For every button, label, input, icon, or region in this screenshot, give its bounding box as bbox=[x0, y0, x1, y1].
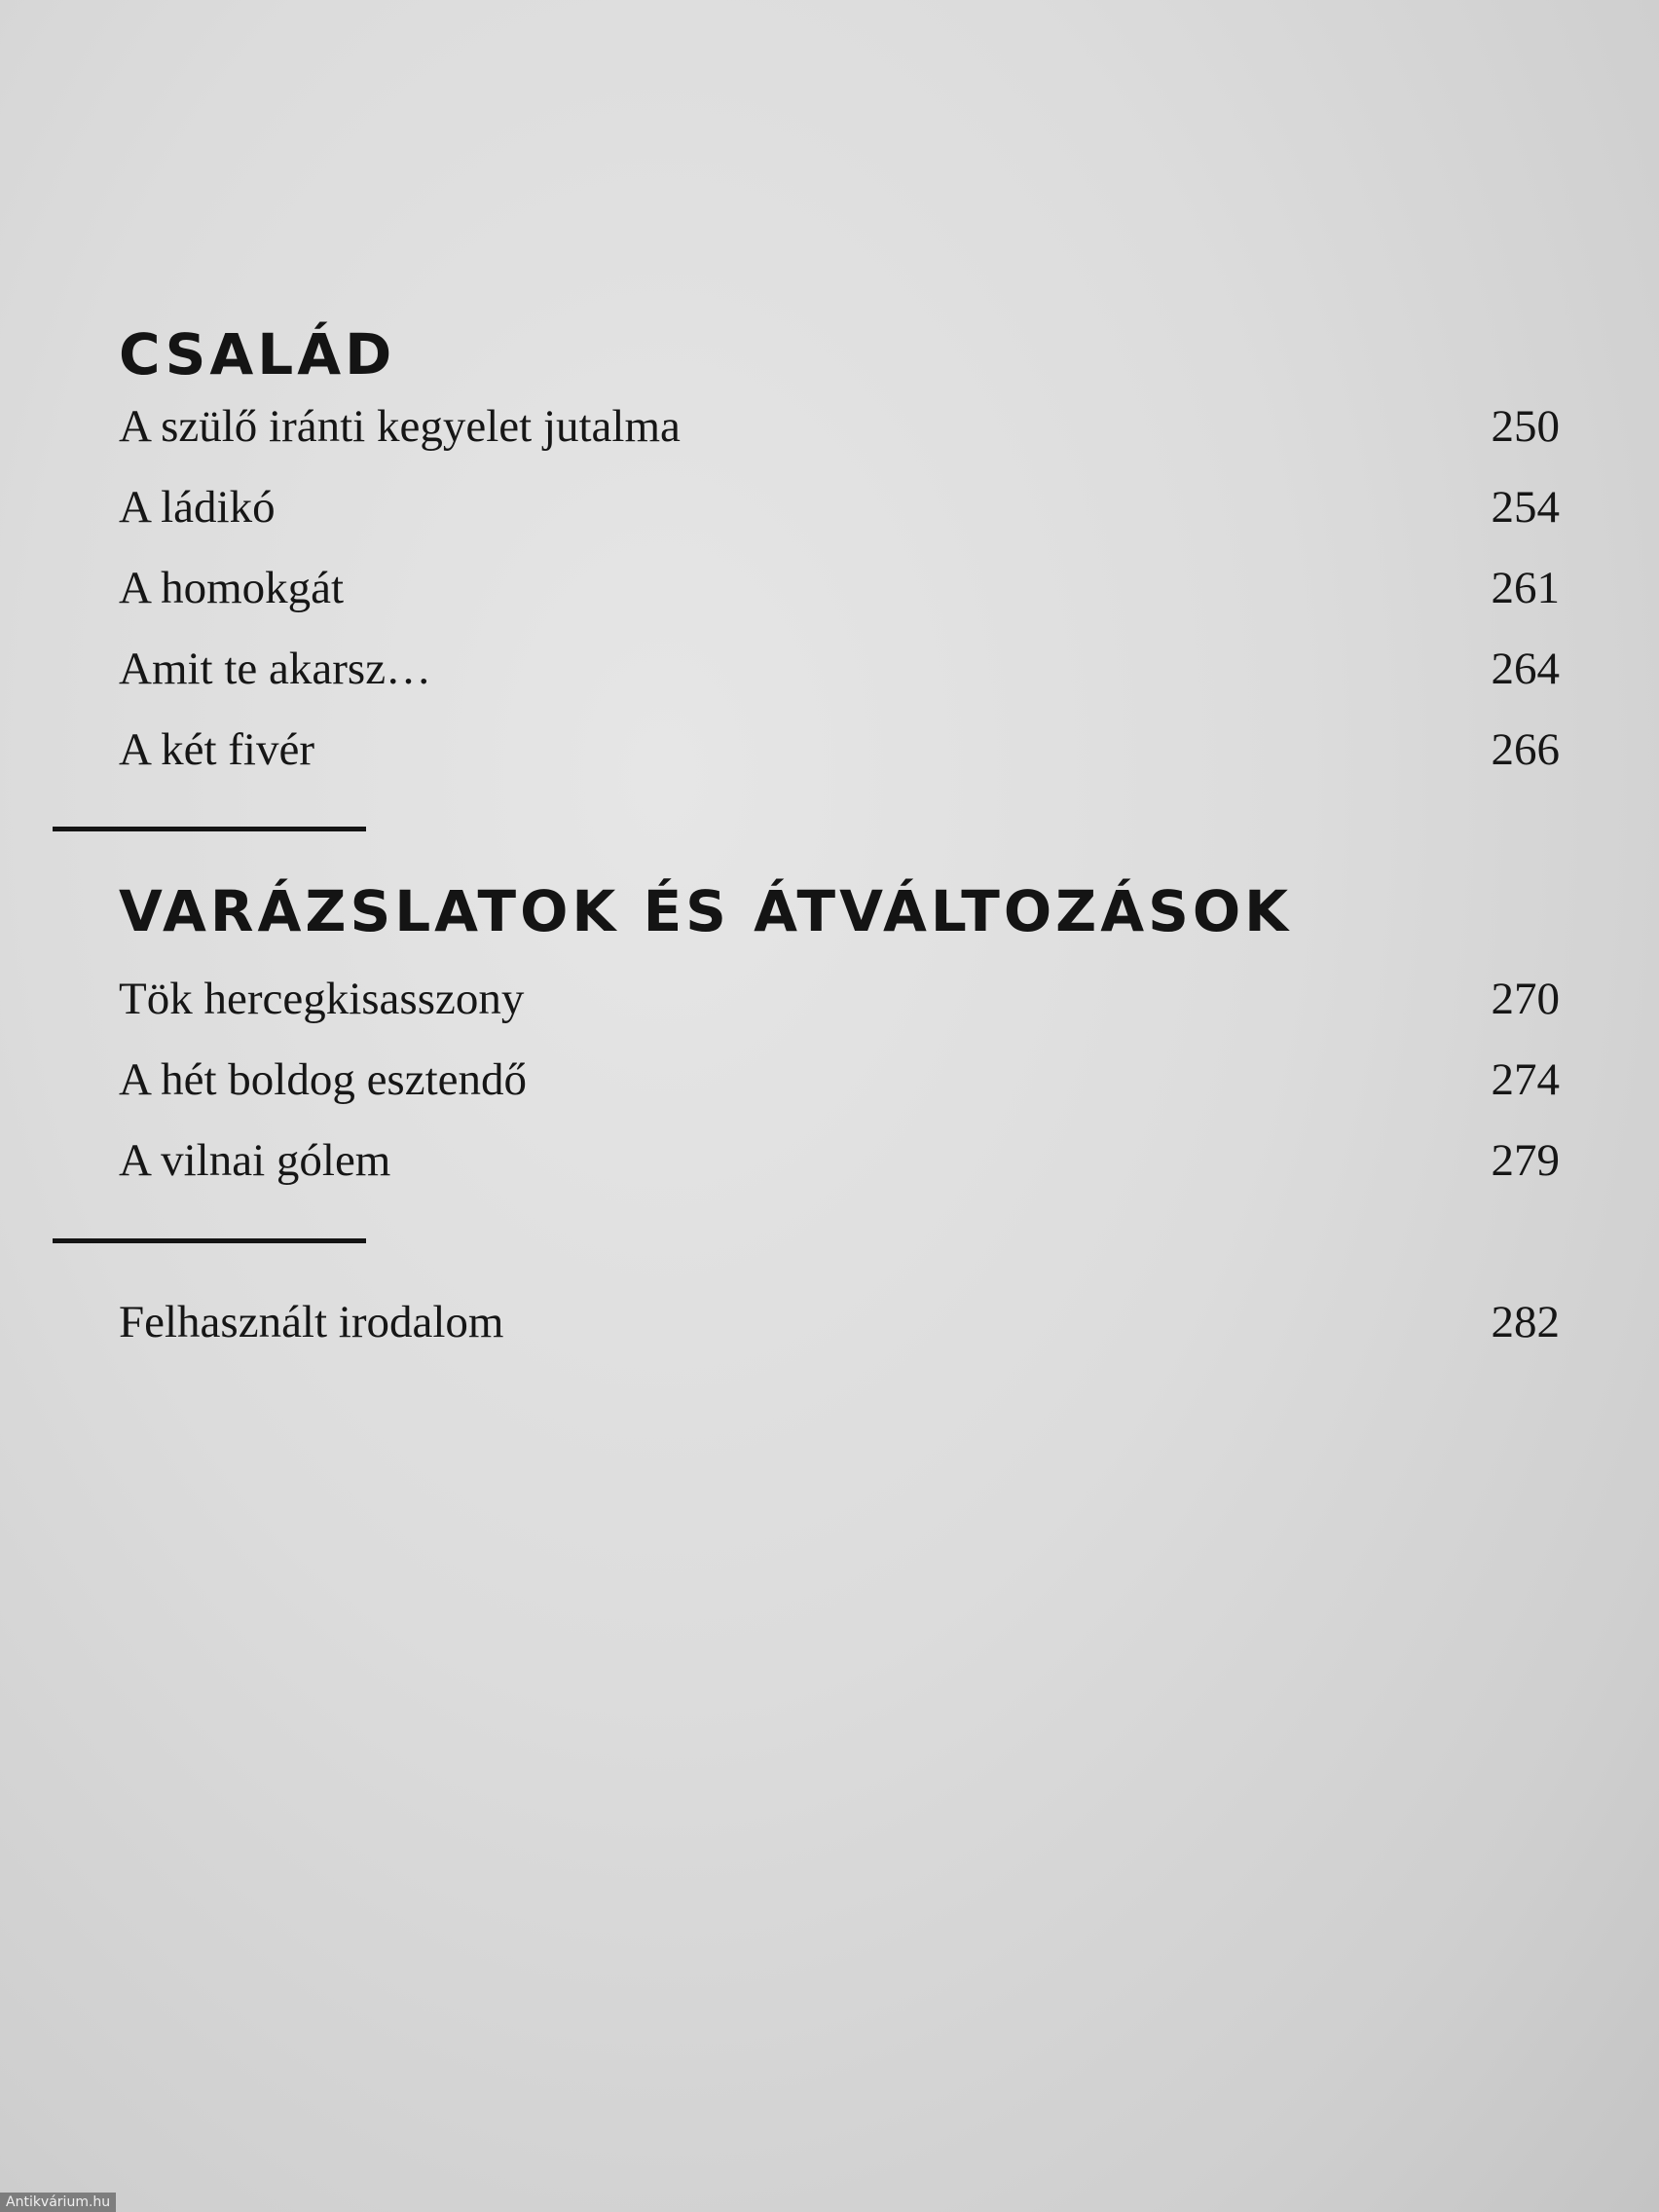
toc-entry-page: 279 bbox=[1491, 1135, 1560, 1186]
watermark-label: Antikvárium.hu bbox=[0, 2193, 116, 2212]
toc-entry-page: 264 bbox=[1491, 644, 1560, 694]
section-title-csalad: CSALÁD bbox=[119, 321, 396, 387]
section-title-varazslatok: VARÁZSLATOK ÉS ÁTVÁLTOZÁSOK bbox=[119, 878, 1293, 944]
toc-entry-title: A homokgát bbox=[119, 563, 345, 613]
toc-entry bbox=[119, 640, 1560, 698]
toc-entry-page: 254 bbox=[1491, 482, 1560, 533]
toc-entry bbox=[119, 1051, 1560, 1109]
toc-entry-bibliography bbox=[119, 1293, 1560, 1351]
toc-entry bbox=[119, 559, 1560, 617]
section-divider bbox=[53, 827, 366, 831]
toc-entry-title: A vilnai gólem bbox=[119, 1135, 391, 1186]
toc-entry-title: A ládikó bbox=[119, 482, 276, 533]
toc-entry-page: 266 bbox=[1491, 724, 1560, 775]
toc-entry-title: Felhasznált irodalom bbox=[119, 1297, 504, 1347]
toc-entry-page: 282 bbox=[1491, 1297, 1560, 1347]
toc-entry-title: A két fivér bbox=[119, 724, 314, 775]
toc-entry bbox=[119, 478, 1560, 536]
toc-entry-page: 274 bbox=[1491, 1054, 1560, 1105]
toc-entry-page: 270 bbox=[1491, 974, 1560, 1024]
toc-entry bbox=[119, 397, 1560, 456]
section-divider bbox=[53, 1238, 366, 1243]
toc-entry bbox=[119, 1131, 1560, 1190]
toc-entry-title: Tök hercegkisasszony bbox=[119, 974, 525, 1024]
toc-entry-page: 250 bbox=[1491, 401, 1560, 452]
toc-entry-title: A szülő iránti kegyelet jutalma bbox=[119, 401, 681, 452]
toc-entry-title: A hét boldog esztendő bbox=[119, 1054, 528, 1105]
toc-entry-page: 261 bbox=[1491, 563, 1560, 613]
toc-entry bbox=[119, 720, 1560, 779]
toc-entry-title: Amit te akarsz… bbox=[119, 644, 432, 694]
toc-entry bbox=[119, 970, 1560, 1028]
